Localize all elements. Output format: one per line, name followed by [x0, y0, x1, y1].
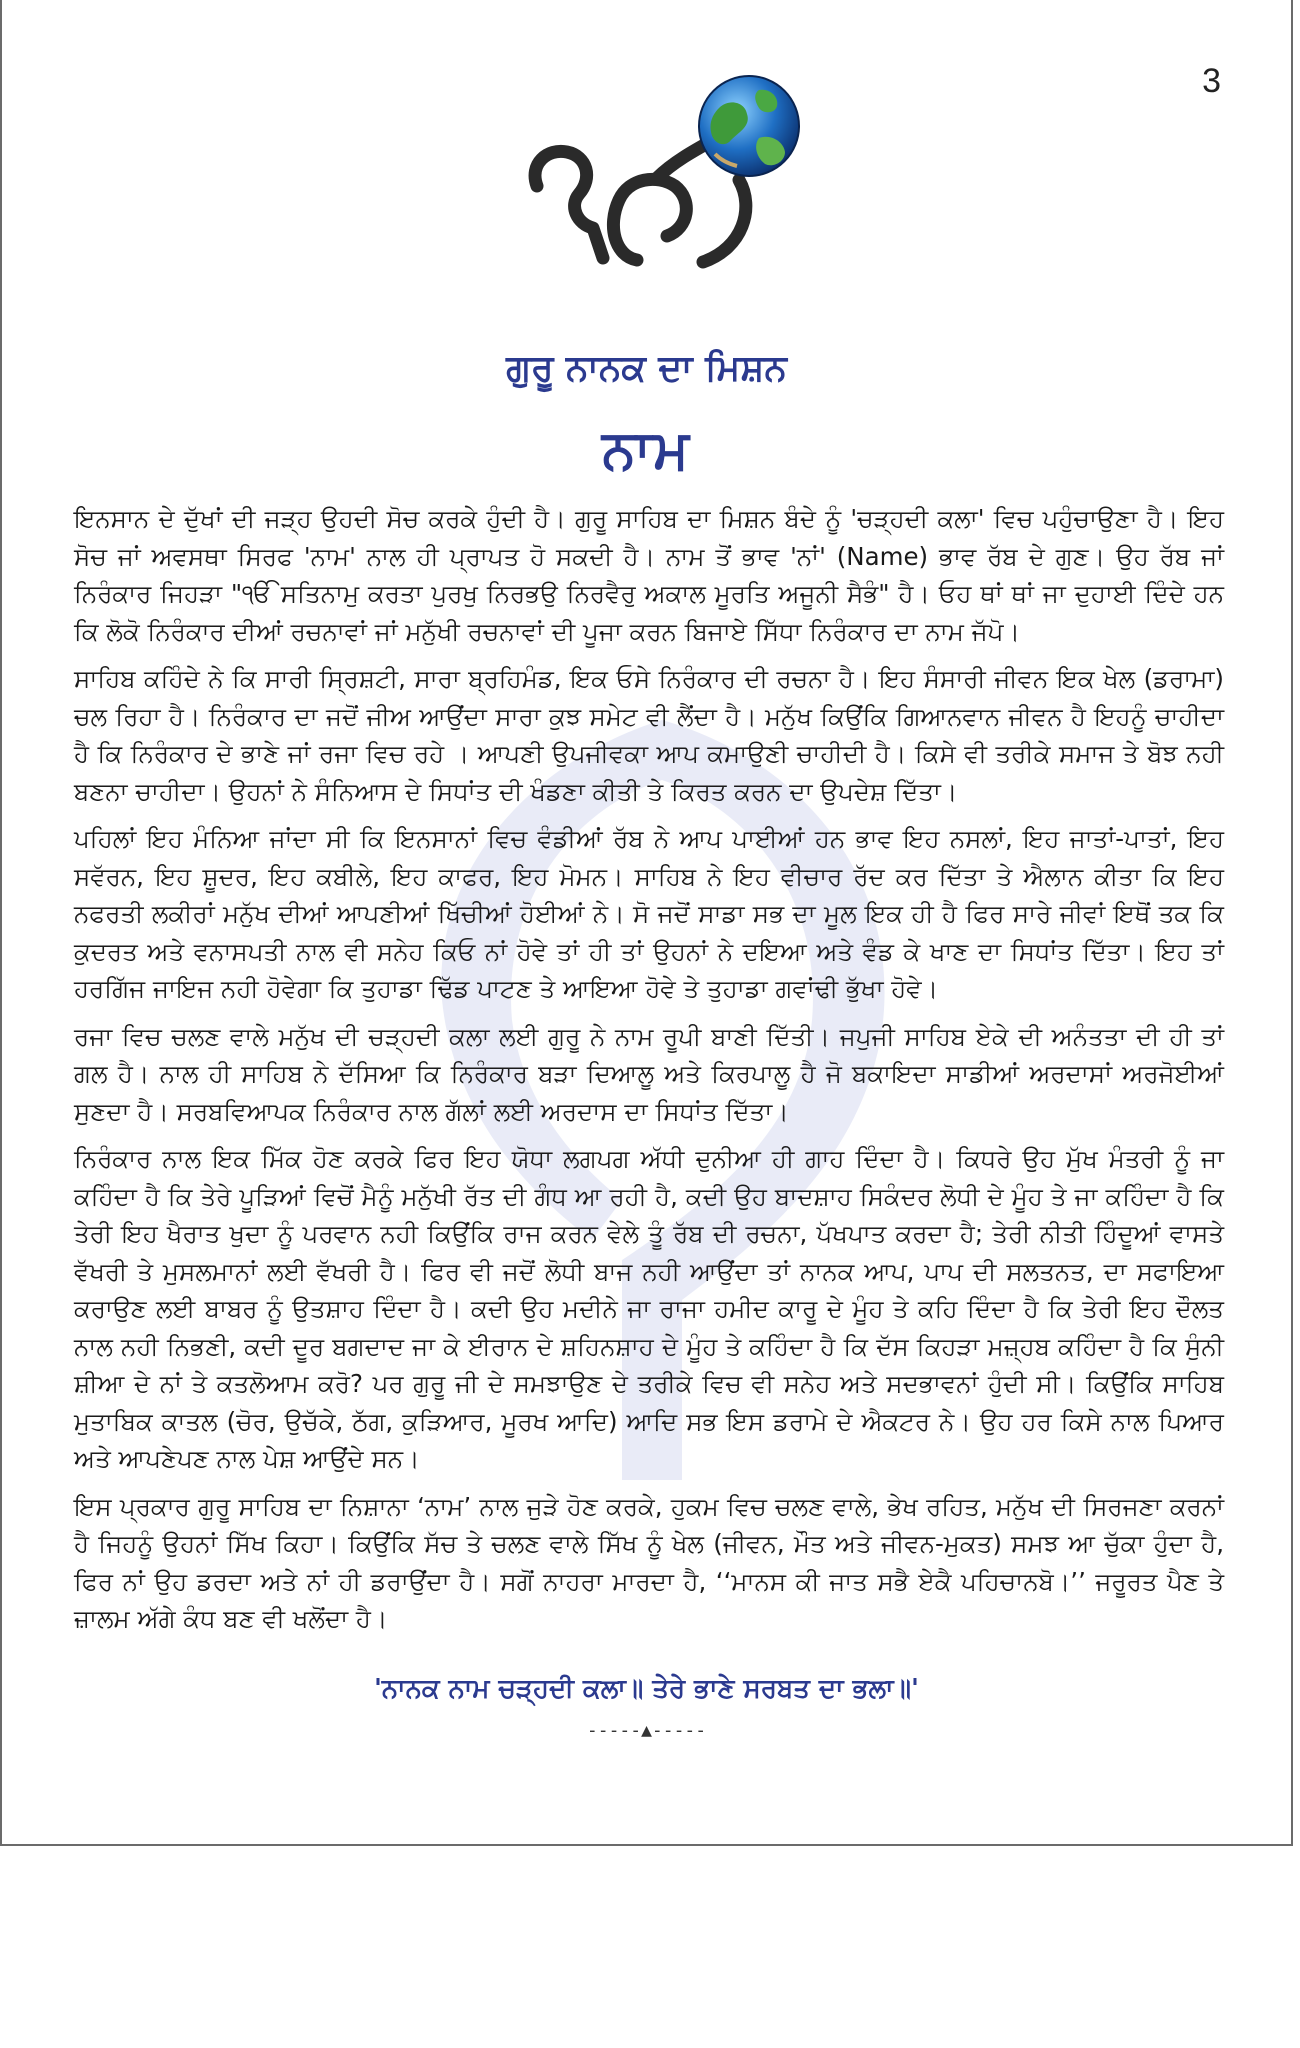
ik-onkar-globe-logo: [507, 68, 807, 278]
page-subtitle: ਗੁਰੂ ਨਾਨਕ ਦਾ ਮਿਸ਼ਨ: [506, 348, 787, 389]
page-title: ਨਾਮ: [602, 418, 691, 481]
end-mark: -----▲-----: [586, 1720, 707, 1741]
paragraph-5: ਨਿਰੰਕਾਰ ਨਾਲ ਇਕ ਮਿੱਕ ਹੋਣ ਕਰਕੇ ਫਿਰ ਇਹ ਯੋਧਾ ਲਗਪਗ ਅੱਧੀ ਦੁਨੀਆ ਹੀ ਗਾਹ ਦਿੰਦਾ ਹੈ। ਕਿਧਰੇ ਉਹ ਮੁੱਖ ਮੰਤਰੀ ਨੂੰ ਜਾ ਕਹਿੰਦਾ ਹੈ ਕਿ ਤੇਰੇ ਪੂੜਿਆਂ ਵਿਚੋਂ ਮੈਨੂੰ ਮਨੁੱਖੀ ਰੱਤ ਦੀ ਗੰਧ ਆ ਰਹੀ ਹੈ, ਕਦੀ ਉਹ ਬਾਦਸ਼ਾਹ ਸਿਕੰਦਰ ਲੋਧੀ ਦੇ ਮੂੰਹ ਤੇ ਜਾ ਕਹਿੰਦਾ ਹੈ ਕਿ ਤੇਰੀ ਇਹ ਖੈਰਾਤ ਖੁਦਾ ਨੂੰ ਪਰਵਾਨ ਨਹੀ ਕਿਉਂਕਿ ਰਾਜ ਕਰਨ ਵੇਲੇ ਤੂੰ ਰੱਬ ਦੀ ਰਚਨਾ, ਪੱਖਪਾਤ ਕਰਦਾ ਹੈ; ਤੇਰੀ ਨੀਤੀ ਹਿੰਦੂਆਂ ਵਾਸਤੇ ਵੱਖਰੀ ਤੇ ਮੁਸਲਮਾਨਾਂ ਲਈ ਵੱਖਰੀ ਹੈ। ਫਿਰ ਵੀ ਜਦੋਂ ਲੋਧੀ ਬਾਜ ਨਹੀ ਆਉਂਦਾ ਤਾਂ ਨਾਨਕ ਆਪ, ਪਾਪ ਦੀ ਸਲਤਨਤ, ਦਾ ਸਫਾਇਆ ਕਰਾਉਣ ਲਈ ਬਾਬਰ ਨੂੰ ਉਤਸ਼ਾਹ ਦਿੰਦਾ ਹੈ। ਕਦੀ ਉਹ ਮਦੀਨੇ ਜਾ ਰਾਜਾ ਹਮੀਦ ਕਾਰੂ ਦੇ ਮੂੰਹ ਤੇ ਕਹਿ ਦਿੰਦਾ ਹੈ ਕਿ ਤੇਰੀ ਇਹ ਦੌਲਤ ਨਾਲ ਨਹੀ ਨਿਭਣੀ, ਕਦੀ ਦੂਰ ਬਗਦਾਦ ਜਾ ਕੇ ਈਰਾਨ ਦੇ ਸ਼ਹਿਨਸ਼ਾਹ ਦੇ ਮੂੰਹ ਤੇ ਕਹਿੰਦਾ ਹੈ ਕਿ ਦੱਸ ਕਿਹੜਾ ਮਜ਼੍ਹਬ ਕਹਿੰਦਾ ਹੈ ਕਿ ਸੁੰਨੀ ਸ਼ੀਆ ਦੇ ਨਾਂ ਤੇ ਕਤਲੋਆਮ ਕਰੋ? ਪਰ ਗੁਰੂ ਜੀ ਦੇ ਸਮਝਾਉਣ ਦੇ ਤਰੀਕੇ ਵਿਚ ਵੀ ਸਨੇਹ ਅਤੇ ਸਦਭਾਵਨਾਂ ਹੁੰਦੀ ਸੀ। ਕਿਉਂਕਿ ਸਾਹਿਬ ਮੁਤਾਬਿਕ ਕਾਤਲ (ਚੋਰ, ਉਚੱਕੇ, ਠੱਗ, ਕੁੜਿਆਰ, ਮੂਰਖ ਆਦਿ) ਆਦਿ ਸਭ ਇਸ ਡਰਾਮੇ ਦੇ ਐਕਟਰ ਨੇ। ਉਹ ਹਰ ਕਿਸੇ ਨਾਲ ਪਿਆਰ ਅਤੇ ਆਪਣੇਪਣ ਨਾਲ ਪੇਸ਼ ਆਉਂਦੇ ਸਨ।: [74, 1144, 1225, 1473]
ik-onkar-globe-icon: [507, 68, 807, 278]
paragraph-1: ਇਨਸਾਨ ਦੇ ਦੁੱਖਾਂ ਦੀ ਜੜ੍ਹ ਉਹਦੀ ਸੋਚ ਕਰਕੇ ਹੁੰਦੀ ਹੈ। ਗੁਰੂ ਸਾਹਿਬ ਦਾ ਮਿਸ਼ਨ ਬੰਦੇ ਨੂੰ 'ਚੜ੍ਹਦੀ ਕਲਾ' ਵਿਚ ਪਹੁੰਚਾਉਣਾ ਹੈ। ਇਹ ਸੋਚ ਜਾਂ ਅਵਸਥਾ ਸਿਰਫ 'ਨਾਮ' ਨਾਲ ਹੀ ਪ੍ਰਾਪਤ ਹੋ ਸਕਦੀ ਹੈ। ਨਾਮ ਤੋਂ ਭਾਵ 'ਨਾਂ' (Name) ਭਾਵ ਰੱਬ ਦੇ ਗੁਣ। ਉਹ ਰੱਬ ਜਾਂ ਨਿਰੰਕਾਰ ਜਿਹੜਾ "ੴ ਸਤਿਨਾਮੁ ਕਰਤਾ ਪੁਰਖੁ ਨਿਰਭਉ ਨਿਰਵੈਰੁ ਅਕਾਲ ਮੂਰਤਿ ਅਜੂਨੀ ਸੈਭੰ" ਹੈ। ਓਹ ਥਾਂ ਥਾਂ ਜਾ ਦੁਹਾਈ ਦਿੰਦੇ ਹਨ ਕਿ ਲੋਕੋ ਨਿਰੰਕਾਰ ਦੀਆਂ ਰਚਨਾਵਾਂ ਜਾਂ ਮਨੁੱਖੀ ਰਚਨਾਵਾਂ ਦੀ ਪੂਜਾ ਕਰਨ ਬਿਜਾਏ ਸਿੱਧਾ ਨਿਰੰਕਾਰ ਦਾ ਨਾਮ ਜੱਪੋ।: [74, 504, 1224, 646]
paragraph-2: ਸਾਹਿਬ ਕਹਿੰਦੇ ਨੇ ਕਿ ਸਾਰੀ ਸ੍ਰਿਸ਼ਟੀ, ਸਾਰਾ ਬ੍ਰਹਿਮੰਡ, ਇਕ ਓਸੇ ਨਿਰੰਕਾਰ ਦੀ ਰਚਨਾ ਹੈ। ਇਹ ਸੰਸਾਰੀ ਜੀਵਨ ਇਕ ਖੇਲ (ਡਰਾਮਾ) ਚਲ ਰਿਹਾ ਹੈ। ਨਿਰੰਕਾਰ ਦਾ ਜਦੋਂ ਜੀਅ ਆਉਂਦਾ ਸਾਰਾ ਕੁਝ ਸਮੇਟ ਵੀ ਲੈਂਦਾ ਹੈ। ਮਨੁੱਖ ਕਿਉਂਕਿ ਗਿਆਨਵਾਨ ਜੀਵਨ ਹੈ ਇਹਨੂੰ ਚਾਹੀਦਾ ਹੈ ਕਿ ਨਿਰੰਕਾਰ ਦੇ ਭਾਣੇ ਜਾਂ ਰਜਾ ਵਿਚ ਰਹੇ । ਆਪਣੀ ਉਪਜੀਵਕਾ ਆਪ ਕਮਾਉਣੀ ਚਾਹੀਦੀ ਹੈ। ਕਿਸੇ ਵੀ ਤਰੀਕੇ ਸਮਾਜ ਤੇ ਬੋਝ ਨਹੀ ਬਣਨਾ ਚਾਹੀਦਾ। ਉਹਨਾਂ ਨੇ ਸੰਨਿਆਸ ਦੇ ਸਿਧਾਂਤ ਦੀ ਖੰਡਣਾ ਕੀਤੀ ਤੇ ਕਿਰਤ ਕਰਨ ਦਾ ਉਪਦੇਸ਼ ਦਿੱਤਾ।: [74, 664, 1224, 806]
paragraph-4: ਰਜਾ ਵਿਚ ਚਲਣ ਵਾਲੇ ਮਨੁੱਖ ਦੀ ਚੜ੍ਹਦੀ ਕਲਾ ਲਈ ਗੁਰੂ ਨੇ ਨਾਮ ਰੂਪੀ ਬਾਣੀ ਦਿੱਤੀ। ਜਪੁਜੀ ਸਾਹਿਬ ਏਕੇ ਦੀ ਅਨੰਤਤਾ ਦੀ ਹੀ ਤਾਂ ਗਲ ਹੈ। ਨਾਲ ਹੀ ਸਾਹਿਬ ਨੇ ਦੱਸਿਆ ਕਿ ਨਿਰੰਕਾਰ ਬੜਾ ਦਿਆਲੂ ਅਤੇ ਕਿਰਪਾਲੂ ਹੈ ਜੋ ਬਕਾਇਦਾ ਸਾਡੀਆਂ ਅਰਦਾਸਾਂ ਅਰਜੋਈਆਂ ਸੁਣਦਾ ਹੈ। ਸਰਬਵਿਆਪਕ ਨਿਰੰਕਾਰ ਨਾਲ ਗੱਲਾਂ ਲਈ ਅਰਦਾਸ ਦਾ ਸਿਧਾਂਤ ਦਿੱਤਾ।: [74, 1021, 1224, 1126]
page-number: 3: [1202, 62, 1221, 100]
closing-quote: 'ਨਾਨਕ ਨਾਮ ਚੜ੍ਹਦੀ ਕਲਾ॥ ਤੇਰੇ ਭਾਣੇ ਸਰਬਤ ਦਾ ਭਲਾ॥': [373, 1674, 920, 1704]
paragraph-6: ਇਸ ਪ੍ਰਕਾਰ ਗੁਰੂ ਸਾਹਿਬ ਦਾ ਨਿਸ਼ਾਨਾ ‘ਨਾਮ’ ਨਾਲ ਜੁੜੇ ਹੋਣ ਕਰਕੇ, ਹੁਕਮ ਵਿਚ ਚਲਣ ਵਾਲੇ, ਭੇਖ ਰਹਿਤ, ਮਨੁੱਖ ਦੀ ਸਿਰਜਣਾ ਕਰਨਾਂ ਹੈ ਜਿਹਨੂੰ ਉਹਨਾਂ ਸਿੱਖ ਕਿਹਾ। ਕਿਉਂਕਿ ਸੱਚ ਤੇ ਚਲਣ ਵਾਲੇ ਸਿੱਖ ਨੂੰ ਖੇਲ (ਜੀਵਨ, ਮੌਤ ਅਤੇ ਜੀਵਨ-ਮੁਕਤ) ਸਮਝ ਆ ਚੁੱਕਾ ਹੁੰਦਾ ਹੈ, ਫਿਰ ਨਾਂ ਉਹ ਡਰਦਾ ਅਤੇ ਨਾਂ ਹੀ ਡਰਾਉਂਦਾ ਹੈ। ਸਗੋਂ ਨਾਹਰਾ ਮਾਰਦਾ ਹੈ, ‘‘ਮਾਨਸ ਕੀ ਜਾਤ ਸਭੈ ਏਕੈ ਪਹਿਚਾਨਬੋ।’’ ਜਰੂਰਤ ਪੈਣ ਤੇ ਜ਼ਾਲਮ ਅੱਗੇ ਕੰਧ ਬਣ ਵੀ ਖਲੋਂਦਾ ਹੈ।: [74, 1491, 1224, 1633]
article-body: [74, 500, 1224, 1648]
paragraph-3: ਪਹਿਲਾਂ ਇਹ ਮੰਨਿਆ ਜਾਂਦਾ ਸੀ ਕਿ ਇਨਸਾਨਾਂ ਵਿਚ ਵੰਡੀਆਂ ਰੱਬ ਨੇ ਆਪ ਪਾਈਆਂ ਹਨ ਭਾਵ ਇਹ ਨਸਲਾਂ, ਇਹ ਜਾਤਾਂ-ਪਾਤਾਂ, ਇਹ ਸਵੱਰਨ, ਇਹ ਸ਼ੂਦਰ, ਇਹ ਕਬੀਲੇ, ਇਹ ਕਾਫਰ, ਇਹ ਮੋਮਨ। ਸਾਹਿਬ ਨੇ ਇਹ ਵੀਚਾਰ ਰੱਦ ਕਰ ਦਿੱਤਾ ਤੇ ਐਲਾਨ ਕੀਤਾ ਕਿ ਇਹ ਨਫਰਤੀ ਲਕੀਰਾਂ ਮਨੁੱਖ ਦੀਆਂ ਆਪਣੀਆਂ ਖਿੱਚੀਆਂ ਹੋਈਆਂ ਨੇ। ਸੋ ਜਦੋਂ ਸਾਡਾ ਸਭ ਦਾ ਮੂਲ ਇਕ ਹੀ ਹੈ ਫਿਰ ਸਾਰੇ ਜੀਵਾਂ ਇਥੋਂ ਤਕ ਕਿ ਕੁਦਰਤ ਅਤੇ ਵਨਾਸਪਤੀ ਨਾਲ ਵੀ ਸਨੇਹ ਕਿਓ ਨਾਂ ਹੋਵੇ ਤਾਂ ਹੀ ਤਾਂ ਉਹਨਾਂ ਨੇ ਦਇਆ ਅਤੇ ਵੰਡ ਕੇ ਖਾਣ ਦਾ ਸਿਧਾਂਤ ਦਿੱਤਾ। ਇਹ ਤਾਂ ਹਰਗਿੱਜ ਜਾਇਜ ਨਹੀ ਹੋਵੇਗਾ ਕਿ ਤੁਹਾਡਾ ਢਿੱਡ ਪਾਟਣ ਤੇ ਆਇਆ ਹੋਵੇ ਤੇ ਤੁਹਾਡਾ ਗਵਾਂਢੀ ਭੁੱਖਾ ਹੋਵੇ।: [74, 824, 1224, 1003]
